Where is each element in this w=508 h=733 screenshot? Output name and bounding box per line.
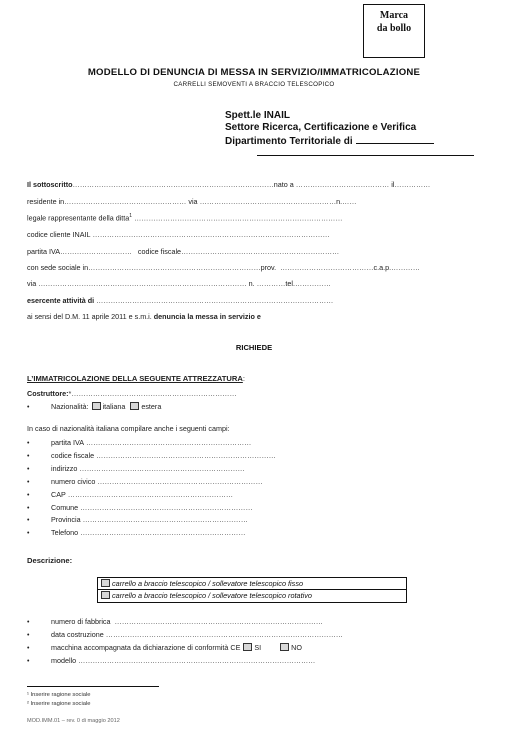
residente-label: residente in [27,197,65,206]
modello-label: modello [51,656,77,665]
residente-field[interactable]: …………………………………………… [64,197,187,206]
document-title: MODELLO DI DENUNCIA DI MESSA IN SERVIZIO/IMMATRICOLAZIONE [87,67,421,78]
numero-fabbrica-field[interactable]: …………………………………………………………………………… [114,617,323,626]
fisso-label: carrello a braccio telescopico / sollevatore telescopico fisso [112,579,304,588]
bullet-icon: • [27,491,30,499]
n-label-2: n. [248,279,255,288]
row-numero-fabbrica [27,617,323,626]
legale-field[interactable]: …………………………………………………………………………… [134,213,343,223]
italiana-field-input[interactable]: …………………………………………………………… [67,489,234,499]
italiana-field-input[interactable]: …………………………………………………………… [80,528,246,538]
no-label: NO [291,643,302,652]
codice-cliente-field[interactable]: ……………………………………………………………………………………… [92,230,330,239]
prov-field[interactable]: ………………………………… [280,263,374,272]
descrizione-option-fisso[interactable] [98,578,406,590]
immatricolazione-colon: : [242,374,245,383]
data-costruzione-label: data costruzione [51,630,104,639]
bullet-icon: • [27,404,30,411]
costruttore-field[interactable]: *…………………………………………………………… [68,389,237,398]
estera-label: estera [141,402,162,411]
italiana-field-label: Provincia [51,515,81,525]
sede-field[interactable]: ……………………………………………………………… [88,263,261,272]
row-partita-iva [27,247,339,256]
row-codice-cliente [27,230,330,239]
italiana-field-label: numero civico [51,476,96,486]
addressee-line-3 [225,134,434,147]
italiana-field-row [27,464,245,473]
cap-field[interactable]: ………… [391,263,420,272]
bullet-icon: • [27,632,30,639]
stamp-line-1: Marca [379,10,409,21]
tel-label: tel. [285,279,295,288]
bullet-icon: • [27,619,30,626]
ai-sensi-text: ai sensi del D.M. 11 aprile 2011 e s.m.i. [27,312,152,321]
modello-field[interactable]: ……………………………………………………………………………………… [78,656,316,665]
bullet-icon: • [27,530,30,538]
italiana-intro: In caso di nazionalità italiana compilare anche i seguenti campi: [27,424,230,433]
sede-label: con sede sociale in [27,263,89,272]
macchina-ce-label: macchina accompagnata da dichiarazione di conformità CE [51,643,241,652]
row-sede [27,263,420,272]
il-field[interactable]: …………… [394,180,431,189]
no-checkbox[interactable] [280,643,289,651]
bullet-icon: • [27,465,30,473]
descrizione-label: Descrizione: [27,556,73,565]
italiana-field-input[interactable]: …………………………………………………………… [79,463,245,473]
codice-fiscale-field[interactable]: ………………………………………………………… [181,247,340,256]
row-macchina-ce [27,643,302,652]
immatricolazione-title: L’IMMATRICOLAZIONE DELLA SEGUENTE ATTREZZATURA [27,374,243,383]
italiana-field-row [27,438,251,447]
row-nazionalita [27,402,161,411]
italiana-field-row [27,515,248,524]
denuncia-text: denuncia la messa in servizio e [153,312,261,321]
prov-label: prov. [260,263,277,272]
italiana-field-label: Comune [51,502,79,512]
italiana-field-label: Telefono [51,528,79,538]
legale-label: legale rappresentante della ditta [27,213,130,223]
document-subtitle: CARRELLI SEMOVENTI A BRACCIO TELESCOPICO [173,81,335,88]
il-label: il [391,180,395,189]
n-label: n. [336,197,343,206]
rotativo-label: carrello a braccio telescopico / sollevatore telescopico rotativo [112,591,312,600]
italiana-field-input[interactable]: …………………………………………………………… [97,476,263,486]
row-ai-sensi [27,312,261,321]
footnote-1: ¹ Inserire ragione sociale [27,692,91,698]
nato-label: nato a [273,180,294,189]
addressee-line-2: Settore Ricerca, Certificazione e Verifica [225,122,417,133]
italiana-field-label: indirizzo [51,463,78,473]
fisso-checkbox[interactable] [101,579,110,587]
bullet-icon: • [27,478,30,486]
nazionalita-label: Nazionalità: [51,402,89,411]
nato-field[interactable]: ………………………………… [295,180,390,189]
row-modello [27,656,315,665]
numero-fabbrica-label: numero di fabbrica [51,617,111,626]
addressee-line-1: Spett.le INAIL [225,110,291,121]
sottoscritto-field[interactable]: ………………………………………………………………………… [72,180,274,189]
sottoscritto-label: Il sottoscritto [27,180,73,189]
footnote-2: ² Inserire ragione sociale [27,701,91,707]
row-esercente [27,296,333,305]
data-costruzione-field[interactable]: ……………………………………………………………………………………… [105,630,343,639]
italiana-field-label: CAP [51,489,66,499]
si-checkbox[interactable] [243,643,252,651]
estera-checkbox[interactable] [130,402,139,410]
codice-cliente-label: codice cliente INAIL [27,230,91,239]
residente-n-field[interactable]: …… [342,197,357,206]
richiede-heading: RICHIEDE [235,343,273,352]
italiana-field-input[interactable]: ……………………………………………………………… [80,502,253,512]
via-label-2: via [27,279,37,288]
stamp-line-2: da bollo [376,23,412,34]
bullet-icon: • [27,517,30,525]
partita-iva-field[interactable]: ………………………… [60,247,132,256]
italiana-label: italiana [102,402,126,411]
italiana-field-input[interactable]: …………………………………………………………… [86,438,252,447]
form-code-footer: MOD.IMM.01 – rev. 0 di maggio 2012 [27,718,120,724]
descrizione-options-box [97,577,407,603]
bullet-icon: • [27,504,30,512]
n-field[interactable]: ………… [256,279,286,288]
descrizione-option-rotativo[interactable] [98,590,406,602]
row-residente [27,197,357,206]
italiana-field-row [27,528,246,537]
via-field[interactable]: …………………………………………………………………………… [38,279,247,288]
tel-field[interactable]: …………… [294,279,331,288]
footnote-ref-1: 1 [129,213,133,219]
row-costruttore [27,389,237,398]
esercente-field[interactable]: ……………………………………………………………………………………… [96,296,334,305]
italiana-field-row [27,490,233,499]
italiana-checkbox[interactable] [92,402,101,410]
rotativo-checkbox[interactable] [101,591,110,599]
partita-iva-label: partita IVA [27,247,61,256]
marca-da-bollo-box [363,4,425,58]
bullet-icon: • [27,452,30,460]
bullet-icon: • [27,440,30,447]
cap-label: c.a.p. [373,263,392,272]
immatricolazione-heading [27,374,245,383]
row-legale [27,213,343,222]
costruttore-label: Costruttore: [27,389,69,398]
italiana-field-input[interactable]: …………………………………………………………… [82,515,248,525]
bullet-icon: • [27,658,30,665]
dipartimento-label: Dipartimento Territoriale di [225,136,353,147]
row-via [27,279,331,288]
esercente-label: esercente attività di [27,296,95,305]
italiana-field-row [27,477,263,486]
row-sottoscritto [27,180,430,189]
row-data-costruzione [27,630,343,639]
italiana-field-label: partita IVA [51,438,85,447]
italiana-field-row [27,503,253,512]
via-label: via [188,197,198,206]
footnote-separator [27,686,159,687]
codice-fiscale-label: codice fiscale [137,247,182,256]
bullet-icon: • [27,645,30,652]
addressee-blank-line[interactable] [257,155,474,156]
si-label: SI [254,643,262,652]
dipartimento-blank[interactable] [356,134,434,144]
italiana-field-label: codice fiscale [51,450,95,460]
residente-via-field[interactable]: ………………………………………………… [199,197,337,206]
italiana-field-input[interactable]: ………………………………………………………………… [96,450,276,460]
italiana-field-row [27,451,276,460]
